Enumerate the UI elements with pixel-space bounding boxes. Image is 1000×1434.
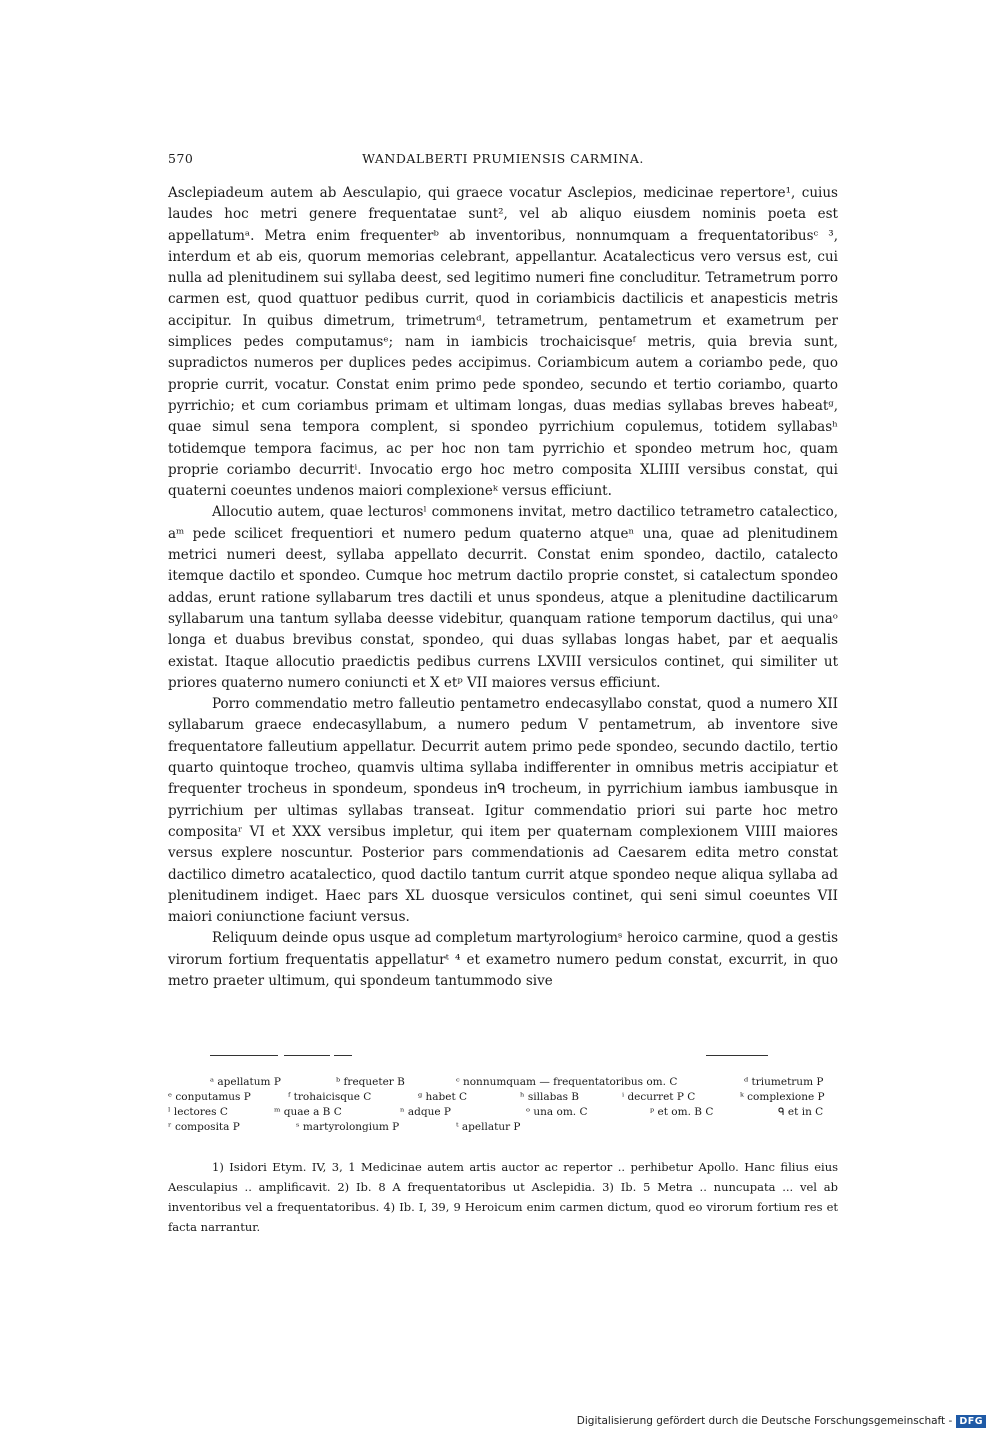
apparatus-entry: ᵖ et om. B C [650,1106,714,1118]
apparatus-entry: ᵏ complexione P [740,1091,825,1103]
apparatus-entry: ᶜ nonnumquam — frequentatoribus om. C [456,1076,678,1088]
dfg-logo[interactable]: DFG [956,1415,986,1428]
apparatus-entry: ᵐ quae a B C [274,1106,342,1118]
apparatus-row [168,1105,840,1120]
apparatus-entry: ˢ martyrolongium P [296,1121,400,1133]
footnote-divider [210,1055,278,1056]
apparatus-entry: ᵒ una om. C [526,1106,588,1118]
critical-apparatus [168,1075,840,1135]
apparatus-entry: ᵉ conputamus P [168,1091,251,1103]
apparatus-entry: ᵈ triumetrum P [744,1076,824,1088]
paragraph-allocutio: Allocutio autem, quae lecturosˡ commonens invitat, metro dactilico tetrametro catalectico, aᵐ pede scilicet frequentiori et numero pedum quaterno atqueⁿ una, quae ad plenitudinem metrici numeri deest, syllaba appellato decurrit. Constat enim spondeo, dactilo, catalecto itemque dactilo et spondeo. Cumque hoc metrum dactilo proprie constet, si catalectum spondeo addas, erunt ratione syllabarum tres dactili et unus spondeus, atque a plenitudine dactilicarum syllabarum una tantum syllaba deesse videbitur, quanquam ratione temporum dactilus, qui unaᵒ longa et duabus brevibus constat, spondeo, qui duas syllabas longas habet, par et aequalis existat. Itaque allocutio praedictis pedibus currens LXVIII versiculos continet, qui similiter ut priores quaterno numero coniuncti et X etᵖ VII maiores versus efficiunt. [168,504,838,691]
apparatus-entry: ⁱ decurret P C [622,1091,696,1103]
apparatus-row [168,1120,840,1135]
running-title: WANDALBERTI PRUMIENSIS CARMINA. [362,151,644,166]
apparatus-row [168,1075,840,1090]
apparatus-entry: ⁿ adque P [400,1106,451,1118]
main-text [168,183,838,992]
apparatus-entry: ᵃ apellatum P [210,1076,281,1088]
footnote-divider [706,1055,768,1056]
apparatus-entry: ᵗ apellatur P [456,1121,521,1133]
page-number: 570 [168,151,194,166]
paragraph-asclepiadeum: Asclepiadeum autem ab Aesculapio, qui graece vocatur Asclepios, medicinae repertore¹, cuius laudes hoc metri genere frequentatae sunt², vel ab aliquo eiusdem nominis poeta est appellatumᵃ. Metra enim frequenterᵇ ab inventoribus, nonnumquam a frequentatoribusᶜ ³, interdum et ab eis, quorum memorias celebrant, appellantur. Acatalecticus vero versus est, cui nulla ad plenitudinem sui syllaba deest, sed legitimo numeri fine concluditur. Tetrametrum porro carmen est, quod quattuor pedibus currit, quod in coriambicis dactilicis et anapesticis metris accipitur. In quibus dimetrum, trimetrumᵈ, tetrametrum, pentametrum et exametrum per simplices pedes computamusᵉ; nam in iambicis trochaicisqueᶠ metris, quia brevia sunt, supradictos numeros per duplices pedes accipimus. Coriambicum autem a coriambo pede, quo proprie currit, vocatur. Constat enim primo pede spondeo, secundo et tertio coriambo, quarto pyrrichio; et cum coriambus primam et ultimam longas, duas medias syllabas breves habeatᵍ, quae simul sena tempora complent, si spondeo pyrrichium copulemus, totidem syllabasʰ totidemque tempora facimus, ac per hoc non tam pyrrichio et spondeo metrum hoc, quam proprie coriambo decurritⁱ. Invocatio ergo hoc metro composita XLIIII versibus constat, qui quaterni coeuntes undenos maiori complexioneᵏ versus efficiunt. [168,185,838,500]
source-notes-text: 1) Isidori Etym. IV, 3, 1 Medicinae autem artis auctor ac repertor .. perhibetur Apollo. Hanc filius eius Aesculapius .. amplificavit. 2) Ib. 8 A frequentatoribus ut Asclepidia. 3) Ib. 5 Metra .. nuncupata ... vel ab inventoribus vel a frequentatoribus. 4) Ib. I, 39, 9 Heroicum enim carmen dictum, quod eo virorum fortium res et facta narrantur. [168,1160,838,1234]
funding-text: Digitalisierung gefördert durch die Deutsche Forschungsgemeinschaft - [576,1415,953,1427]
page-header [168,151,838,169]
apparatus-row [168,1090,840,1105]
apparatus-entry: ᶠ trohaicisque C [288,1091,372,1103]
source-notes [168,1157,838,1237]
apparatus-entry: ʳ composita P [168,1121,240,1133]
apparatus-entry: ʰ sillabas B [520,1091,580,1103]
funding-credit[interactable] [577,1413,986,1429]
apparatus-entry: ᵍ habet C [418,1091,468,1103]
footnote-divider [334,1055,352,1056]
paragraph-commendatio: Porro commendatio metro falleutio pentametro endecasyllabo constat, quod a numero XII syllabarum graece endecasyllabum, a numero pedum V pentametrum, ab inventore sive frequentatore falleutium appellatur. Decurrit autem primo pede spondeo, secundo dactilo, tertio quarto quintoque trocheo, quamvis ultima syllaba indifferenter in omnibus metris accipiatur et frequenter trocheus in spondeum, spondeus inᑫ trocheum, in pyrrichium iambus iambusque in pyrrichium per ultimas syllabas transeat. Igitur commendatio priori sui parte hoc metro compositaʳ VI et XXX versibus impletur, qui item per quaternam complexionem VIIII maiores versus explere noscuntur. Posterior pars commendationis ad Caesarem edita metro constat dactilico dimetro acatalectico, quod dactilo tantum currit atque spondeo neque aliqua syllaba ad plenitudinem indiget. Haec pars XL duosque versiculos continet, qui seni simul coeuntes VII maiori coniunctione faciunt versus. [168,696,838,926]
paragraph-reliquum: Reliquum deinde opus usque ad completum martyrologiumˢ heroico carmine, quod a gestis virorum fortium frequentatis appellaturᵗ ⁴ et exametro numero pedum constat, excurrit, in quo metro praeter ultimum, qui spondeum tantummodo sive [168,930,838,989]
apparatus-entry: ᑫ et in C [778,1106,824,1118]
apparatus-entry: ˡ lectores C [168,1106,228,1118]
apparatus-entry: ᵇ frequeter B [336,1076,405,1088]
footnote-divider [284,1055,330,1056]
